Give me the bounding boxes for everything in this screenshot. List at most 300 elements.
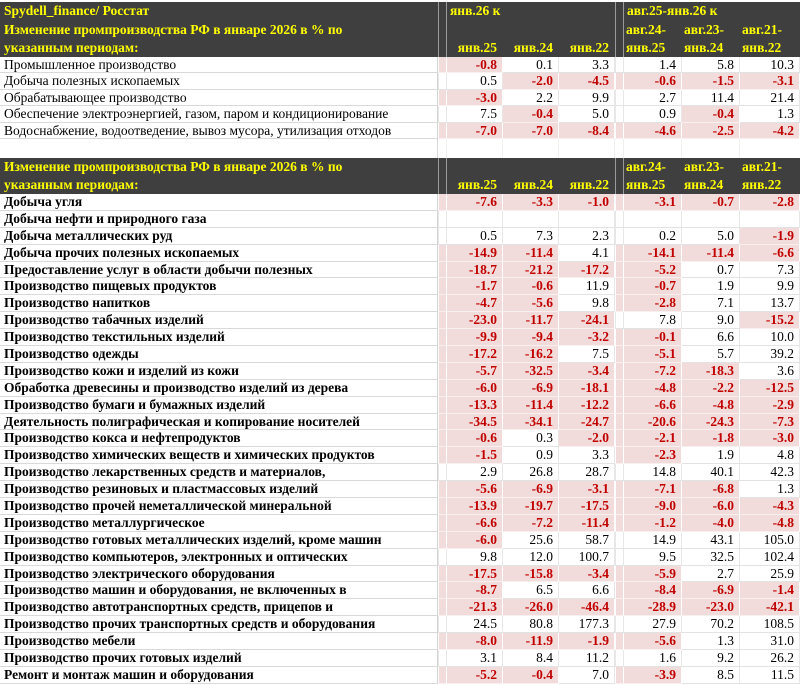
table-row [0,532,800,549]
spacer-cell [615,139,624,158]
value-cell: -3.1 [559,481,615,498]
value-cell: -1.0 [559,194,615,211]
row-label: Производство готовых металлических изделий, кроме машин [0,532,438,549]
value-cell: 5.0 [559,106,615,122]
col-header-jan25b: янв.25 [626,176,666,192]
row-label: Производство бумаги и бумажных изделий [0,397,438,414]
value-cell: -11.4 [682,245,740,262]
column-separator [615,123,624,139]
col-header-avg23: авг.23- [684,158,725,174]
column-separator [438,447,447,464]
value-cell: -13.9 [447,498,503,515]
value-cell: 2.3 [559,228,615,245]
table-row [0,549,800,566]
value-cell: 80.8 [503,616,559,633]
table-row [0,363,800,380]
table-row [0,498,800,515]
value-cell: 9.2 [682,650,740,667]
column-separator [615,667,624,684]
value-cell: -1.9 [559,633,615,650]
value-cell: 0.2 [624,228,682,245]
row-label: Производство лекарственных средств и материалов, [0,464,438,481]
value-cell: -0.8 [447,57,503,73]
row-label: Производство табачных изделий [0,312,438,329]
value-cell: -42.1 [740,599,800,616]
value-cell: -5.9 [624,566,682,583]
value-cell: -4.5 [559,73,615,89]
value-cell: -3.1 [624,194,682,211]
row-label: Обеспечение электроэнергией, газом, паром и кондиционирование [0,106,438,122]
value-cell: -1.4 [740,582,800,599]
column-separator [438,582,447,599]
column-separator [615,532,624,549]
column-separator [438,176,447,194]
value-cell: -3.1 [740,73,800,89]
value-cell: 0.9 [503,447,559,464]
col-header-avg24: авг.24- [626,22,667,37]
value-cell: -2.2 [682,380,740,397]
value-cell: -34.5 [447,414,503,431]
value-cell: 1.3 [740,106,800,122]
value-cell: 9.8 [447,549,503,566]
value-cell: -5.2 [624,262,682,279]
column-separator [438,616,447,633]
value-cell: -17.2 [559,262,615,279]
value-cell: 11.4 [682,90,740,106]
column-separator [615,346,624,363]
table-row [0,211,800,228]
value-cell: -0.1 [624,329,682,346]
value-cell: -3.0 [447,90,503,106]
value-cell: -11.4 [503,397,559,414]
value-cell: -24.1 [559,312,615,329]
row-label: Добыча угля [0,194,438,211]
value-cell: -6.6 [447,515,503,532]
value-cell: 9.0 [682,312,740,329]
table-row [0,397,800,414]
value-cell: -6.6 [740,245,800,262]
value-cell: -0.6 [624,73,682,89]
row-label: Обработка древесины и производство изделий из дерева [0,380,438,397]
column-separator [438,295,447,312]
table-row [0,633,800,650]
spacer-cell [503,139,559,158]
value-cell: 9.8 [559,295,615,312]
value-cell: 14.8 [624,464,682,481]
value-cell: -11.9 [503,633,559,650]
row-label: Обрабатывающее производство [0,90,438,106]
column-separator [615,599,624,616]
header-row-title-1 [0,20,800,39]
value-cell: 9.5 [624,549,682,566]
value-cell: 1.9 [682,447,740,464]
table-row [0,346,800,363]
value-cell: -23.0 [447,312,503,329]
value-cell: 102.4 [740,549,800,566]
value-cell: -9.9 [447,329,503,346]
value-cell: 27.9 [624,616,682,633]
table-row [0,430,800,447]
spacer-cell [447,139,503,158]
column-separator [438,211,447,228]
column-separator [615,633,624,650]
value-cell: 14.9 [624,532,682,549]
value-cell: 11.5 [740,667,800,684]
value-cell: -14.9 [447,245,503,262]
table2-title-line1: Изменение промпроизводства РФ в январе 2026 в % по [4,158,343,174]
value-cell: 1.3 [682,633,740,650]
value-cell: 21.4 [740,90,800,106]
value-cell: 32.5 [682,549,740,566]
value-cell: -2.0 [559,430,615,447]
table2-title-line2: указанным периодам: [4,176,139,192]
value-cell: -8.4 [559,123,615,139]
value-cell: 39.2 [740,346,800,363]
value-cell [447,211,503,228]
column-separator [438,397,447,414]
value-cell: -18.3 [682,363,740,380]
table-row [0,262,800,279]
row-label: Производство прочих готовых изделий [0,650,438,667]
value-cell: 25.9 [740,566,800,583]
value-cell: -20.6 [624,414,682,431]
row-label: Производство прочей неметаллической минеральной [0,498,438,515]
column-separator [438,245,447,262]
column-separator [615,650,624,667]
row-label: Деятельность полиграфическая и копирование носителей [0,414,438,431]
value-cell: 40.1 [682,464,740,481]
value-cell: -15.2 [740,312,800,329]
column-separator [438,430,447,447]
table-row [0,245,800,262]
value-cell: 13.7 [740,295,800,312]
column-separator [615,430,624,447]
table-row [0,464,800,481]
value-cell: -6.0 [682,498,740,515]
value-cell: 7.5 [559,346,615,363]
column-separator [438,57,447,73]
column-separator [438,346,447,363]
value-cell: -11.4 [559,515,615,532]
table-row [0,106,800,122]
spacer-cell [740,139,800,158]
value-cell: -3.2 [559,329,615,346]
table-title-line1: Изменение промпроизводства РФ в январе 2026 в % по [4,22,343,37]
value-cell: -2.3 [624,447,682,464]
value-cell: -0.6 [447,430,503,447]
value-cell: -15.8 [503,566,559,583]
value-cell: -0.4 [503,667,559,684]
value-cell: 4.1 [559,245,615,262]
row-label: Производство одежды [0,346,438,363]
value-cell: 25.6 [503,532,559,549]
value-cell: -7.3 [740,414,800,431]
row-label: Производство компьютеров, электронных и оптических [0,549,438,566]
value-cell: 7.5 [447,106,503,122]
value-cell [559,211,615,228]
column-separator [615,582,624,599]
value-cell: -34.1 [503,414,559,431]
column-separator [438,39,447,57]
value-cell: -6.9 [503,481,559,498]
spacer-cell [682,139,740,158]
value-cell: -1.5 [447,447,503,464]
value-cell: -13.3 [447,397,503,414]
value-cell: 5.7 [682,346,740,363]
value-cell: -4.7 [447,295,503,312]
value-cell: 3.1 [447,650,503,667]
table-row [0,650,800,667]
value-cell: 108.5 [740,616,800,633]
column-separator [438,158,447,176]
value-cell: 100.7 [559,549,615,566]
column-separator [438,194,447,211]
row-label: Производство химических веществ и химических продуктов [0,447,438,464]
row-label: Промышленное производство [0,57,438,73]
column-separator [615,158,624,176]
table-row [0,566,800,583]
value-cell: -1.8 [682,430,740,447]
table-row [0,90,800,106]
column-separator [615,194,624,211]
table-row [0,194,800,211]
table-row [0,582,800,599]
value-cell: -2.9 [740,397,800,414]
value-cell: 2.2 [503,90,559,106]
row-label: Ремонт и монтаж машин и оборудования [0,667,438,684]
value-cell: -17.2 [447,346,503,363]
value-cell: 1.3 [740,481,800,498]
value-cell: 0.3 [503,430,559,447]
value-cell: 5.0 [682,228,740,245]
row-label: Производство машин и оборудования, не включенных в [0,582,438,599]
value-cell: 8.4 [503,650,559,667]
spacer-cell [0,139,438,158]
row-label: Добыча прочих полезных ископаемых [0,245,438,262]
value-cell: -32.5 [503,363,559,380]
value-cell: -46.4 [559,599,615,616]
table-row [0,447,800,464]
column-separator [615,278,624,295]
value-cell: -24.7 [559,414,615,431]
spacer-cell [559,139,615,158]
value-cell: -4.6 [624,123,682,139]
table-row [0,329,800,346]
column-separator [438,228,447,245]
value-cell: -11.4 [503,245,559,262]
column-separator [438,380,447,397]
value-cell: -0.4 [503,106,559,122]
value-cell: -4.8 [740,515,800,532]
value-cell: 0.5 [447,73,503,89]
value-cell: 0.5 [447,228,503,245]
value-cell: -1.5 [682,73,740,89]
value-cell: 11.9 [559,278,615,295]
table-row [0,73,800,89]
column-separator [438,262,447,279]
value-cell: -4.3 [740,498,800,515]
value-cell: -3.4 [559,566,615,583]
column-separator [438,633,447,650]
value-cell: -9.0 [624,498,682,515]
col-header-avg21: авг.21- [742,158,783,174]
value-cell: -4.0 [682,515,740,532]
value-cell: 3.6 [740,363,800,380]
value-cell: 58.7 [559,532,615,549]
value-cell: 3.3 [559,57,615,73]
header-row-groups [0,2,800,20]
value-cell: -6.9 [682,582,740,599]
column-separator [615,228,624,245]
value-cell: 7.0 [559,667,615,684]
column-separator [438,2,447,20]
value-cell: 10.3 [740,57,800,73]
column-separator [438,414,447,431]
column-separator [615,39,624,57]
row-label: Производство мебели [0,633,438,650]
source-label: Spydell_finance/ Росстат [4,3,150,18]
header-spacer [447,158,615,176]
row-label: Производство электрического оборудования [0,566,438,583]
table-row [0,295,800,312]
column-separator [438,566,447,583]
table-row [0,515,800,532]
value-cell: -7.2 [624,363,682,380]
value-cell: -6.0 [447,380,503,397]
column-separator [438,106,447,122]
value-cell: -6.9 [503,380,559,397]
value-cell: -1.7 [447,278,503,295]
table-row [0,599,800,616]
column-separator [615,245,624,262]
value-cell: 0.1 [503,57,559,73]
value-cell: -4.8 [624,380,682,397]
value-cell: -14.1 [624,245,682,262]
value-cell: 5.8 [682,57,740,73]
column-separator [615,515,624,532]
table-row [0,414,800,431]
value-cell: 0.7 [682,262,740,279]
row-label: Производство прочих транспортных средств и оборудования [0,616,438,633]
value-cell: -7.0 [447,123,503,139]
row-label: Производство металлургическое [0,515,438,532]
value-cell: 3.3 [559,447,615,464]
value-cell: 26.2 [740,650,800,667]
column-separator [438,464,447,481]
column-separator [615,464,624,481]
value-cell: -8.4 [624,582,682,599]
value-cell: 12.0 [503,549,559,566]
value-cell: -2.8 [740,194,800,211]
col-header-jan22b: янв.22 [742,40,782,55]
spacer-cell [438,139,447,158]
col-header-jan24b: янв.24 [684,176,724,192]
value-cell: 1.4 [624,57,682,73]
col-header-avg23: авг.23- [684,22,725,37]
column-separator [615,176,624,194]
column-separator [615,57,624,73]
value-cell: 6.5 [503,582,559,599]
row-label: Добыча полезных ископаемых [0,73,438,89]
value-cell: -5.7 [447,363,503,380]
value-cell: -7.2 [503,515,559,532]
value-cell: -0.7 [682,194,740,211]
value-cell: -3.9 [624,667,682,684]
value-cell: -6.6 [624,397,682,414]
value-cell: 11.2 [559,650,615,667]
value-cell: -9.4 [503,329,559,346]
table-row [0,380,800,397]
value-cell: -1.2 [624,515,682,532]
section-industry-detail [0,194,800,684]
value-cell: -0.7 [624,278,682,295]
value-cell [624,211,682,228]
value-cell: 2.7 [624,90,682,106]
col-header-jan22b: янв.22 [742,176,782,192]
col-header-avg21: авг.21- [742,22,783,37]
value-cell: 10.0 [740,329,800,346]
value-cell: -2.0 [503,73,559,89]
column-separator [615,380,624,397]
value-cell: 7.3 [503,228,559,245]
row-label: Производство кокса и нефтепродуктов [0,430,438,447]
value-cell: -6.0 [447,532,503,549]
spacer-cell [624,139,682,158]
value-cell: 2.7 [682,566,740,583]
table-row [0,667,800,684]
row-label: Водоснабжение, водоотведение, вывоз мусора, утилизация отходов [0,123,438,139]
column-separator [615,329,624,346]
value-cell: -5.2 [447,667,503,684]
value-cell: 28.7 [559,464,615,481]
column-separator [615,262,624,279]
value-cell: -17.5 [559,498,615,515]
value-cell: -12.5 [740,380,800,397]
column-separator [438,90,447,106]
value-cell: 7.3 [740,262,800,279]
value-cell: -16.2 [503,346,559,363]
value-cell [503,211,559,228]
value-cell: -5.1 [624,346,682,363]
row-label: Производство текстильных изделий [0,329,438,346]
value-cell: 2.9 [447,464,503,481]
row-label: Производство пищевых продуктов [0,278,438,295]
value-cell: 42.3 [740,464,800,481]
col-header-jan25: янв.25 [457,40,497,55]
row-label: Производство автотранспортных средств, прицепов и [0,599,438,616]
value-cell: -26.0 [503,599,559,616]
value-cell: 70.2 [682,616,740,633]
value-cell: -7.1 [624,481,682,498]
value-cell: 7.1 [682,295,740,312]
value-cell: 7.8 [624,312,682,329]
value-cell: 24.5 [447,616,503,633]
value-cell: -19.7 [503,498,559,515]
value-cell: -6.8 [682,481,740,498]
section-industrial-summary [0,57,800,139]
value-cell: -24.3 [682,414,740,431]
value-cell: -21.3 [447,599,503,616]
column-separator [615,73,624,89]
value-cell: -21.2 [503,262,559,279]
column-separator [438,515,447,532]
row-label: Предоставление услуг в области добычи полезных [0,262,438,279]
column-separator [615,481,624,498]
value-cell: -5.6 [447,481,503,498]
value-cell: -2.5 [682,123,740,139]
table-title-line2: указанным периодам: [4,40,139,55]
value-cell: -11.7 [503,312,559,329]
